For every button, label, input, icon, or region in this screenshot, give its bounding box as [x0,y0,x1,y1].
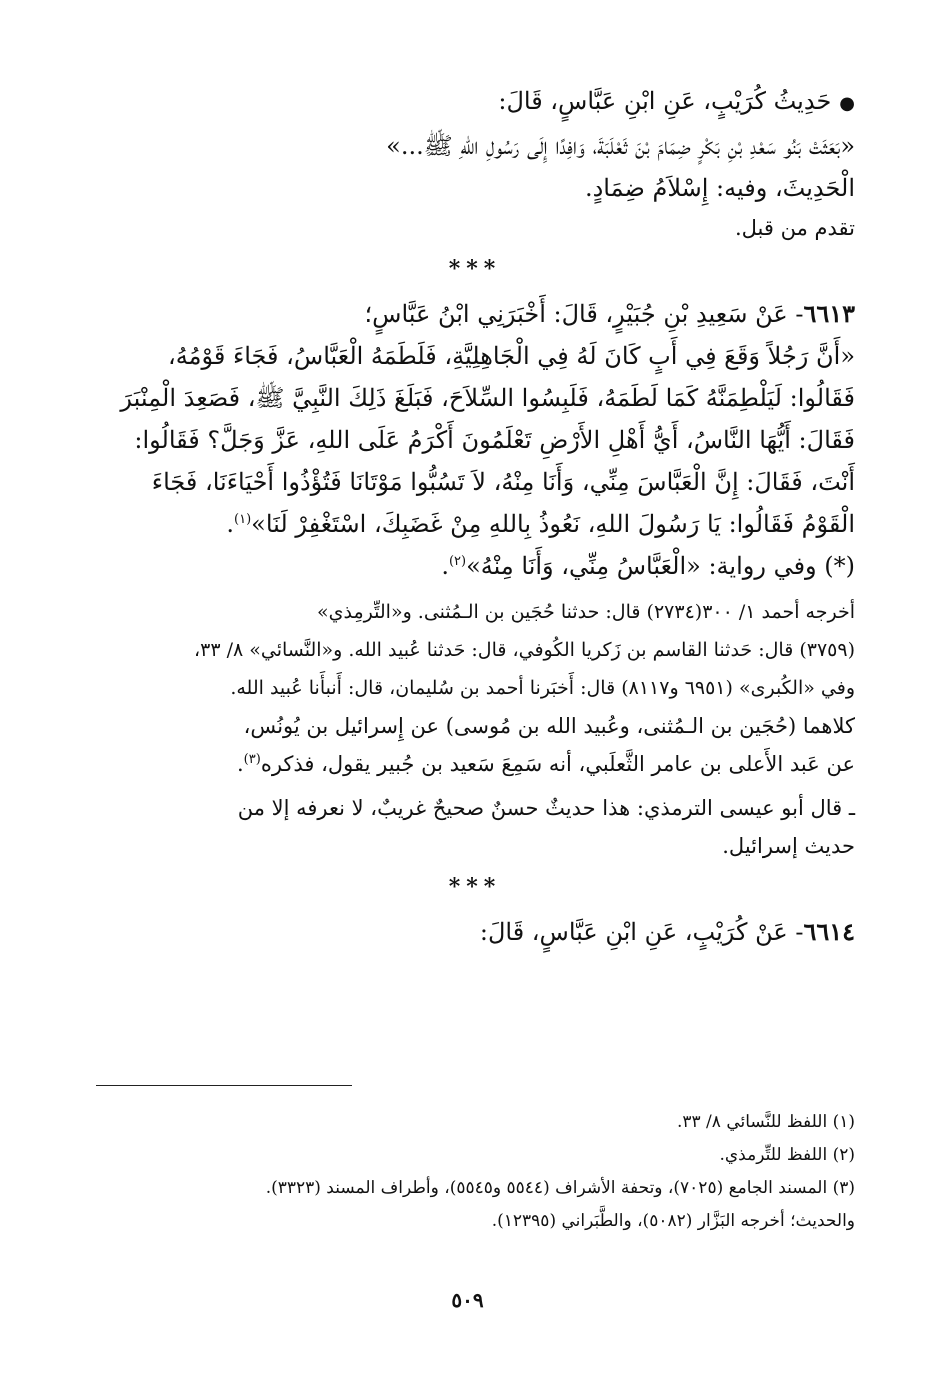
footnote-ref-3[interactable]: (٣) [243,752,261,767]
footnote-2: (٢) اللفظ للتِّرمذي. [719,1145,855,1165]
hadith-lead: - عَنْ سَعِيدِ بْنِ جُبَيْرٍ، قَالَ: أَخْبَرَنِي ابْنُ عَبَّاسٍ؛ [364,300,804,328]
separator-stars: *** [448,256,502,282]
hadith-text-line: أَنْتَ، فَقَالَ: إِنَّ الْعَبَّاسَ مِنِّي، وَأَنَا مِنْهُ، لاَ تَسُبُّوا مَوْتَانَا فَتُؤْذُوا أَحْيَاءَنَا، فَجَاءَ [151,468,855,496]
page-body [95,80,855,953]
intro-lead: حَدِيثُ كُرَيْبٍ، عَنِ ابْنِ عَبَّاسٍ، قَالَ: [498,87,832,115]
takhrij-line: وفي «الكُبرى» (٦٩٥١ و٨١١٧) قال: أَخبَرنا أحمد بن سُليمان، قال: أَنبأَنا عُبيد الله. [230,677,855,699]
tirmidhi-grading-line: حديث إسرائيل. [722,834,855,858]
hadith-text-last-line: الْقَوْمُ فَقَالُوا: يَا رَسُولَ اللهِ، نَعُوذُ بِاللهِ مِنْ غَضَبِكَ، اسْتَغْفِرْ لَنَا»$^{(١)}$. [226,510,855,538]
hadith-number: ٦٦١٣ [803,299,855,328]
intro-note: تقدم من قبل. [734,216,855,240]
riwaya-text: (*) وفي رواية: «الْعَبَّاسُ مِنِّي، وَأَنَا مِنْهُ» [466,552,855,580]
hadith-number: ٦٦١٤ [803,917,855,946]
takhrij-line: (٣٧٥٩) قال: حَدثنا القاسم بن زَكريا الكُوفي، قال: حَدثنا عُبيد الله. و«النَّسائي» ٨/ ٣٣، [193,639,855,661]
hadith-last-text: الْقَوْمُ فَقَالُوا: يَا رَسُولَ اللهِ، نَعُوذُ بِاللهِ مِنْ غَضَبِكَ، اسْتَغْفِرْ لَنَا» [251,510,855,538]
separator-stars: *** [448,874,502,900]
footnote-3-continued: والحديث؛ أخرجه البَزَّار (٥٠٨٢)، والطَّبَراني (١٢٣٩٥). [491,1211,855,1231]
hadith-text-line: فَقَالُوا: لَيَلْطِمَنَّهُ كَمَا لَطَمَهُ، فَلَبِسُوا السِّلاَحَ، فَبَلَغَ ذَلِكَ النَّبِيَّ ﷺ، فَصَعِدَ الْمِنْبَرَ [120,384,855,412]
footnotes [95,1106,855,1238]
kilahuma-line-last: عن عَبد الأَعلى بن عامر الثَّعلَبي، أنه سَمِعَ سَعيد بن جُبير يقول، فذكره$^{(٣)}$. [236,752,855,776]
hadith-6613-heading [95,293,855,335]
hadith-intro-line [95,80,855,125]
intro-continuation: الْحَدِيثَ، وفيه: إِسْلاَمُ ضِمَادٍ. [584,174,855,202]
hadith-text-line: فَقَالَ: أَيُّهَا النَّاسُ، أَيُّ أَهْلِ الأَرْضِ تَعْلَمُونَ أَكْرَمُ عَلَى اللهِ، عَزَّ وَجَلَّ؟ فَقَالُوا: [134,426,855,454]
hadith-6614-heading [95,911,855,953]
footnote-3: (٣) المسند الجامع (٧٠٢٥)، وتحفة الأشراف (٥٥٤٤ و٥٥٤٥)، وأطراف المسند (٣٣٢٣). [265,1178,855,1198]
footnote-ref-1[interactable]: (١) [234,512,252,527]
hadith-text-line: «أَنَّ رَجُلاً وَقَعَ فِي أَبٍ كَانَ لَهُ فِي الْجَاهِلِيَّةِ، فَلَطَمَهُ الْعَبَّاسُ، فَجَاءَ قَوْمُهُ، [167,342,855,370]
tirmidhi-grading-line: ـ قال أبو عيسى الترمذي: هذا حديثٌ حسنٌ صحيحٌ غريبٌ، لا نعرفه إلا من [237,796,855,820]
takhrij-line: أخرجه أحمد ١/ ٣٠٠(٢٧٣٤) قال: حدثنا حُجَين بن الـمُثنى. و«التِّرمِذي» [317,601,855,623]
footnote-ref-2[interactable]: (٢) [448,554,467,569]
footnote-1: (١) اللفظ للنَّسائي ٨/ ٣٣. [676,1112,855,1132]
page-number: ٥٠٩ [451,1288,484,1312]
kilahuma-text: عن عَبد الأَعلى بن عامر الثَّعلَبي، أنه سَمِعَ سَعيد بن جُبير يقول، فذكره [260,752,855,776]
footnote-divider [96,1085,352,1086]
hadith-lead: - عَنْ كُرَيْبٍ، عَنِ ابْنِ عَبَّاسٍ، قَالَ: [479,918,804,946]
intro-quote: «بَعَثَتْ بَنُو سَعْدِ بْنِ بَكْرٍ ضِمَامَ بْنَ ثَعْلَبَةَ، وَافِدًا إِلَى رَسُولِ اللهِ ﷺ...» [386,132,855,160]
riwaya-line: (*) وفي رواية: «الْعَبَّاسُ مِنِّي، وَأَنَا مِنْهُ»$^{(٢)}$. [441,552,855,580]
kilahuma-line: كلاهما (حُجَين بن الـمُثنى، وعُبيد الله بن مُوسى) عن إِسرائيل بن يُونُس، [243,714,855,738]
bullet-icon: ● [839,93,855,114]
